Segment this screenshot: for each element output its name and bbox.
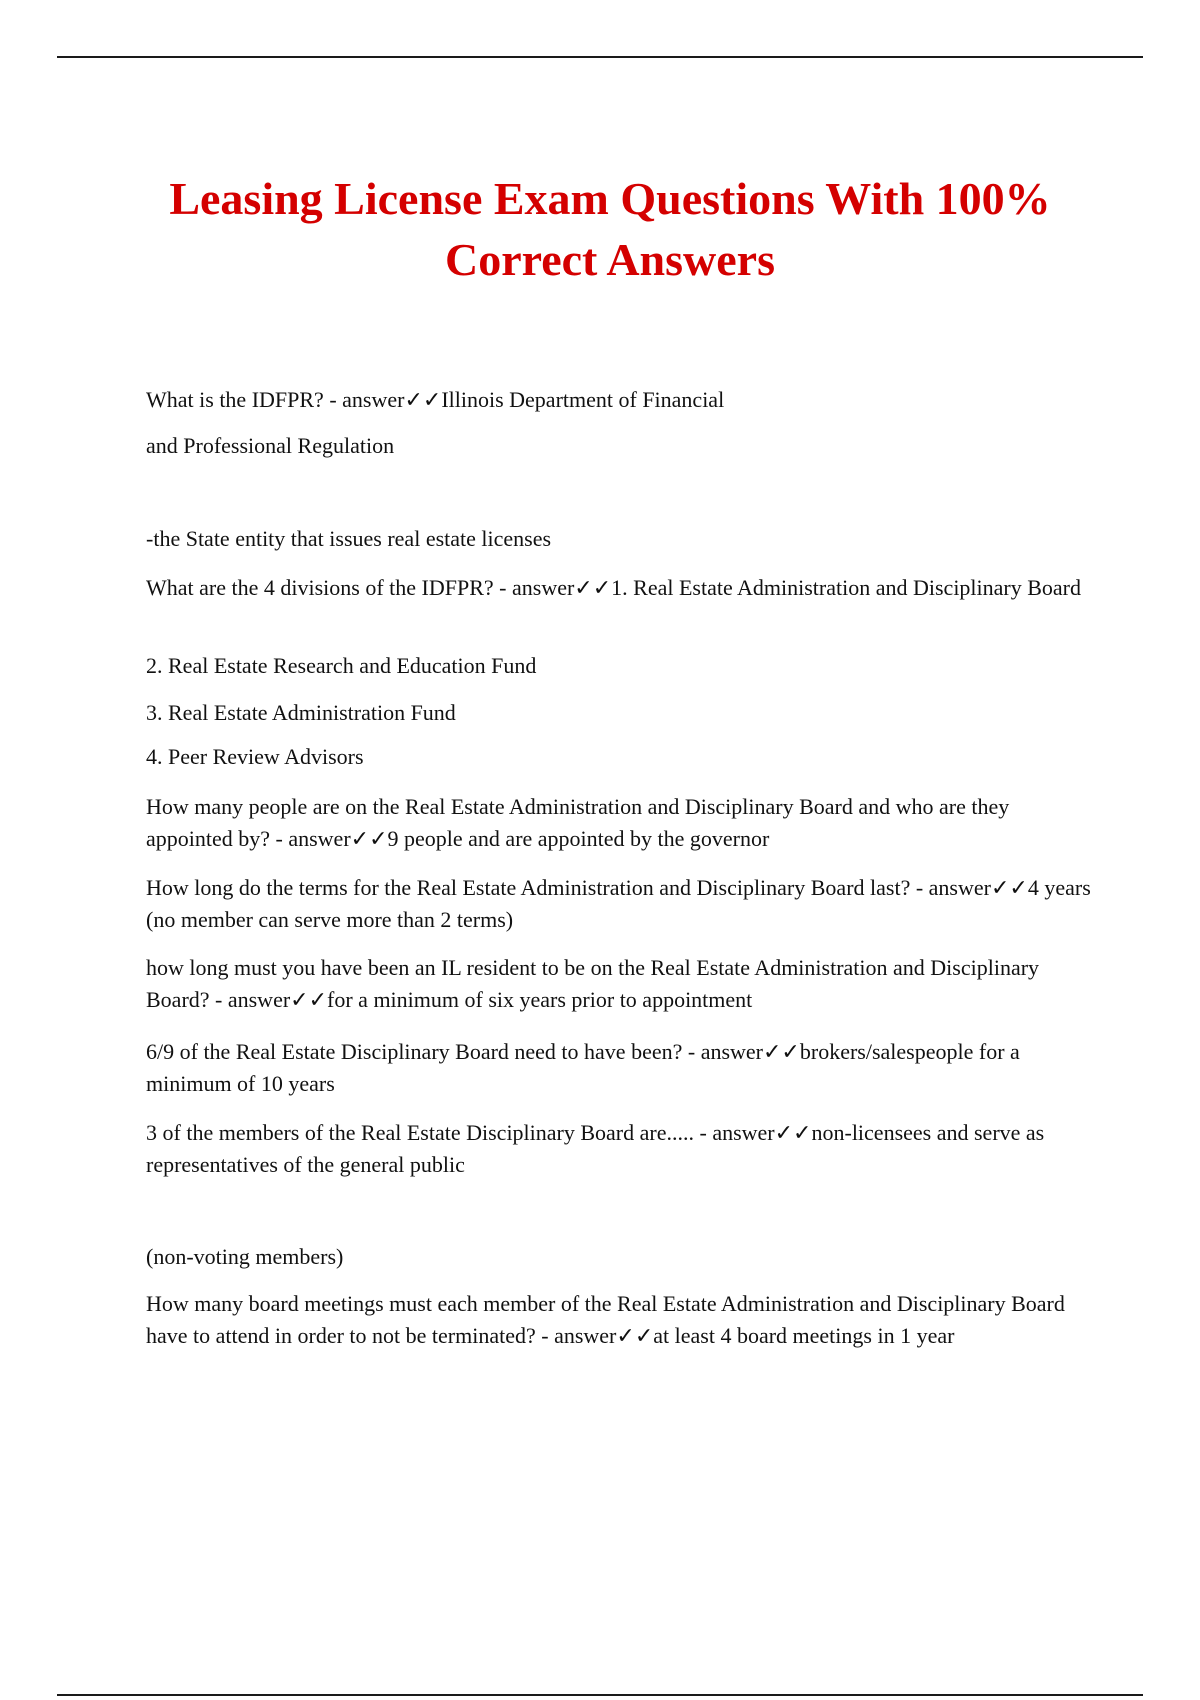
paragraph-9: How long do the terms for the Real Estate Administration and Disciplinary Board last? - answer✓✓4 years (no member can serve more than 2 terms) — [146, 875, 1091, 932]
paragraph-10: how long must you have been an IL resident to be on the Real Estate Administration and Disciplinary Board? - answer✓✓for a minimum of six years prior to appointment — [146, 955, 1040, 1012]
title-line-2: Correct Answers — [445, 234, 775, 285]
paragraph-14: How many board meetings must each member of the Real Estate Administration and Disciplinary Board have to attend in order to not be terminated? - answer✓✓at least 4 board meetings in 1 year — [146, 1291, 1065, 1348]
paragraph-2: and Professional Regulation — [146, 433, 395, 458]
paragraph-12: 3 of the members of the Real Estate Disciplinary Board are..... - answer✓✓non-licensees and serve as representatives of the general public — [146, 1120, 1045, 1177]
paragraph-13: (non-voting members) — [146, 1244, 344, 1269]
paragraph-3: -the State entity that issues real estate licenses — [146, 526, 552, 551]
paragraph-6: 3. Real Estate Administration Fund — [146, 700, 456, 725]
paragraph-1: What is the IDFPR? - answer✓✓Illinois Department of Financial — [146, 387, 725, 412]
paragraph-11: 6/9 of the Real Estate Disciplinary Board need to have been? - answer✓✓brokers/salespeople for a minimum of 10 years — [146, 1039, 1020, 1096]
bottom-rule — [57, 1694, 1143, 1696]
paragraph-8: How many people are on the Real Estate Administration and Disciplinary Board and who are they appointed by? - answer✓✓9 people and are appointed by the governor — [146, 794, 1010, 851]
paragraph-4: What are the 4 divisions of the IDFPR? - answer✓✓1. Real Estate Administration and Disciplinary Board — [146, 575, 1082, 600]
top-rule — [57, 56, 1143, 58]
paragraph-5: 2. Real Estate Research and Education Fund — [146, 653, 537, 678]
title-line-1: Leasing License Exam Questions With 100% — [169, 173, 1051, 224]
document-title — [110, 168, 1110, 290]
paragraph-7: 4. Peer Review Advisors — [146, 744, 364, 769]
